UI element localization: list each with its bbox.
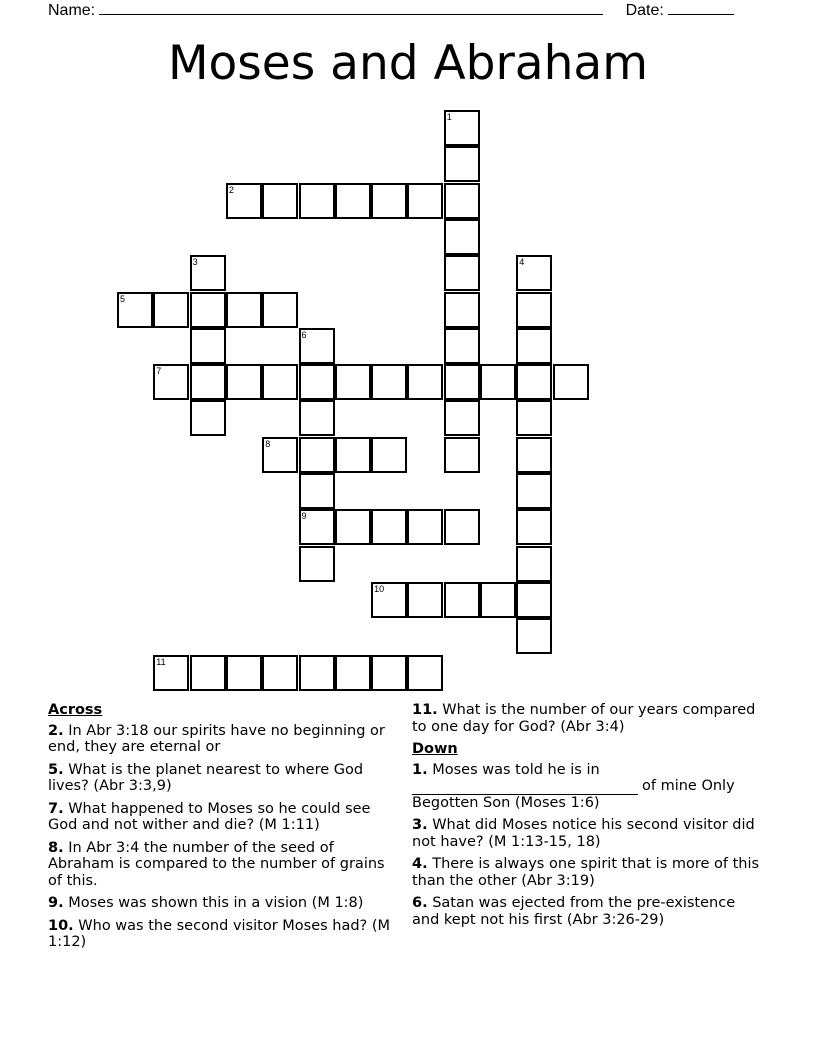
grid-cell[interactable] [153, 292, 189, 328]
cell-number: 6 [301, 329, 307, 340]
clue-text: Moses was told he is in [432, 761, 600, 778]
cell-number: 11 [156, 656, 166, 667]
clue-down-3 [412, 817, 762, 850]
clue-number: 9. [48, 895, 64, 911]
grid-cell[interactable] [190, 292, 226, 328]
clue-number: 11. [412, 702, 438, 718]
down-heading: Down [412, 741, 458, 757]
clue-across-11 [412, 702, 762, 735]
grid-cell[interactable] [335, 655, 371, 691]
grid-cell[interactable] [516, 618, 552, 654]
grid-cell[interactable] [371, 655, 407, 691]
page-title: Moses and Abraham [168, 36, 648, 91]
grid-cell[interactable] [407, 655, 443, 691]
grid-cell[interactable] [299, 364, 335, 400]
clue-number: 10. [48, 917, 74, 934]
grid-cell[interactable] [444, 219, 480, 255]
grid-cell[interactable] [516, 400, 552, 436]
grid-cell[interactable] [444, 146, 480, 182]
across-heading: Across [48, 702, 103, 718]
grid-cell[interactable] [444, 400, 480, 436]
clue-text: In Abr 3:4 the number of the seed of Abraham is compared to the number of grains of this. [48, 839, 385, 889]
clue-across-8 [48, 840, 398, 890]
grid-cell[interactable] [262, 655, 298, 691]
grid-cell[interactable] [516, 509, 552, 545]
cell-number: 7 [156, 366, 162, 377]
grid-cell[interactable] [335, 364, 371, 400]
fill-in-blank [412, 779, 638, 795]
grid-cell[interactable] [299, 183, 335, 219]
grid-cell[interactable] [299, 400, 335, 436]
cell-number: 5 [120, 293, 126, 304]
clue-number: 5. [48, 761, 64, 778]
grid-cell[interactable] [117, 292, 153, 328]
clue-across-5 [48, 762, 398, 795]
cell-number: 3 [192, 257, 198, 268]
grid-cell[interactable] [371, 509, 407, 545]
clue-across-9 [48, 895, 398, 912]
grid-cell[interactable] [553, 364, 589, 400]
clue-text: What is the planet nearest to where God lives? (Abr 3:3,9) [48, 761, 364, 794]
cell-number: 10 [374, 583, 385, 594]
clue-number: 1. [412, 761, 428, 778]
grid-cell[interactable] [299, 546, 335, 582]
grid-cell[interactable] [190, 655, 226, 691]
grid-cell[interactable] [262, 437, 298, 473]
clue-across-7 [48, 801, 398, 834]
grid-cell[interactable] [407, 509, 443, 545]
cell-number: 8 [265, 438, 271, 449]
grid-cell[interactable] [516, 292, 552, 328]
grid-cell[interactable] [299, 473, 335, 509]
grid-cell[interactable] [226, 655, 262, 691]
date-label: Date: [625, 2, 664, 19]
clue-number: 3. [412, 817, 428, 833]
grid-cell[interactable] [153, 364, 189, 400]
clue-number: 7. [48, 800, 64, 817]
grid-cell[interactable] [516, 328, 552, 364]
grid-cell[interactable] [299, 437, 335, 473]
grid-cell[interactable] [299, 328, 335, 364]
name-label: Name: [48, 2, 96, 19]
grid-cell[interactable] [407, 582, 443, 618]
grid-cell[interactable] [299, 509, 335, 545]
grid-cell[interactable] [190, 255, 226, 291]
clue-down-6 [412, 895, 762, 928]
cell-number: 2 [228, 184, 234, 195]
clue-text: Who was the second visitor Moses had? (M 1:12) [48, 917, 391, 950]
grid-cell[interactable] [190, 364, 226, 400]
grid-cell[interactable] [371, 183, 407, 219]
clue-text: Moses was shown this in a vision (M 1:8) [68, 895, 364, 911]
grid-cell[interactable] [335, 509, 371, 545]
clue-across-10 [48, 918, 398, 951]
clue-down-1 [412, 762, 762, 812]
clue-text: There is always one spirit that is more of this than the other (Abr 3:19) [412, 856, 760, 889]
grid-cell[interactable] [444, 509, 480, 545]
grid-cell[interactable] [153, 655, 189, 691]
grid-cell[interactable] [516, 364, 552, 400]
grid-cell[interactable] [190, 328, 226, 364]
grid-cell[interactable] [262, 183, 298, 219]
grid-cell[interactable] [226, 183, 262, 219]
clue-text: What is the number of our years compared to one day for God? (Abr 3:4) [412, 702, 756, 735]
cell-number: 9 [301, 511, 307, 522]
grid-cell[interactable] [335, 437, 371, 473]
clue-text: What happened to Moses so he could see God and not wither and die? (M 1:11) [48, 800, 371, 833]
grid-cell[interactable] [226, 364, 262, 400]
grid-cell[interactable] [444, 110, 480, 146]
grid-cell[interactable] [444, 292, 480, 328]
grid-cell[interactable] [516, 255, 552, 291]
clue-across-2 [48, 723, 398, 756]
clue-text: In Abr 3:18 our spirits have no beginning or end, they are eternal or [48, 722, 385, 755]
grid-cell[interactable] [516, 437, 552, 473]
grid-cell[interactable] [371, 364, 407, 400]
grid-cell[interactable] [444, 183, 480, 219]
clue-text: Satan was ejected from the pre-existence and kept not his first (Abr 3:26-29) [412, 895, 736, 928]
grid-cell[interactable] [190, 400, 226, 436]
grid-cell[interactable] [444, 582, 480, 618]
clue-number: 4. [412, 856, 428, 872]
grid-cell[interactable] [516, 582, 552, 618]
clue-down-4 [412, 856, 762, 889]
grid-cell[interactable] [480, 364, 516, 400]
clue-text: of mine Only Begotten Son (Moses 1:6) [412, 778, 735, 811]
grid-cell[interactable] [480, 582, 516, 618]
clue-text: What did Moses notice his second visitor did not have? (M 1:13-15, 18) [412, 817, 755, 850]
clues-left-column [48, 702, 398, 957]
grid-cell[interactable] [226, 292, 262, 328]
clue-number: 8. [48, 839, 64, 856]
grid-cell[interactable] [444, 255, 480, 291]
grid-cell[interactable] [371, 437, 407, 473]
clue-number: 6. [412, 895, 428, 911]
grid-cell[interactable] [407, 183, 443, 219]
cell-number: 1 [446, 112, 452, 122]
grid-cell[interactable] [335, 183, 371, 219]
grid-cell[interactable] [371, 582, 407, 618]
grid-cell[interactable] [262, 364, 298, 400]
clues-right-column [412, 702, 762, 934]
grid-cell[interactable] [516, 546, 552, 582]
grid-cell[interactable] [262, 292, 298, 328]
cell-number: 4 [519, 257, 525, 268]
grid-cell[interactable] [299, 655, 335, 691]
grid-cell[interactable] [444, 437, 480, 473]
grid-cell[interactable] [516, 473, 552, 509]
grid-cell[interactable] [444, 364, 480, 400]
clue-number: 2. [48, 722, 64, 739]
grid-cell[interactable] [444, 328, 480, 364]
grid-cell[interactable] [407, 364, 443, 400]
